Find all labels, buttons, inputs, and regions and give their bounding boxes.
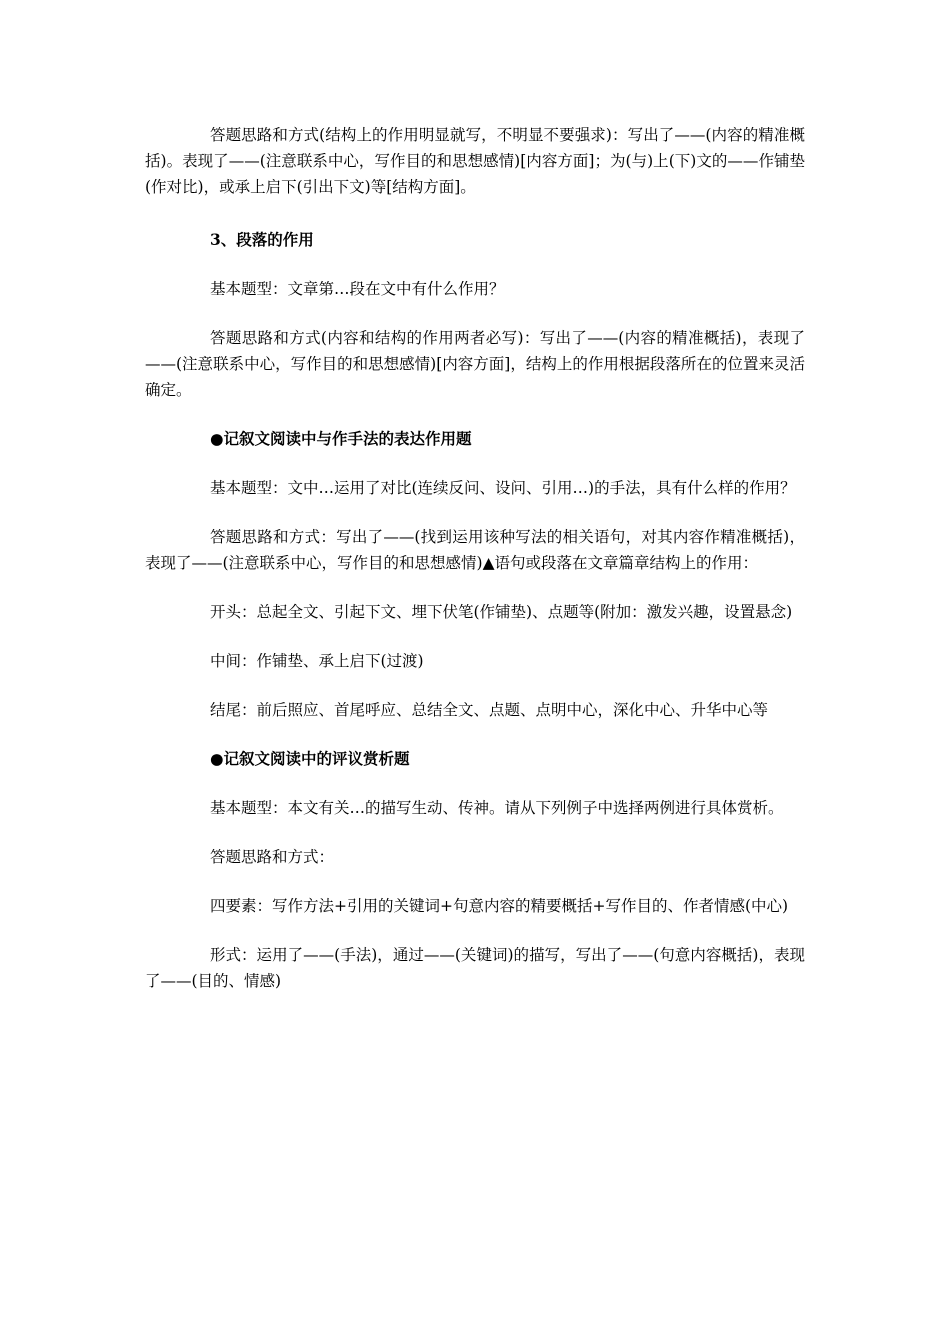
paragraph-answer-approach-technique: 答题思路和方式：写出了——(找到运用该种写法的相关语句，对其内容作精准概括)，表现了——(注意联系中心，写作目的和思想感情)▲语句或段落在文章篇章结构上的作用： [145,528,805,572]
paragraph-basic-question-type-technique: 基本题型：文中…运用了对比(连续反问、设问、引用…)的手法，具有什么样的作用？ [210,479,796,497]
paragraph-four-elements: 四要素：写作方法+引用的关键词+句意内容的精要概括+写作目的、作者情感(中心) [210,897,789,915]
paragraph-answer-form: 形式：运用了——(手法)，通过——(关键词)的描写，写出了——(句意内容概括)，表现了——(目的、情感) [145,946,805,990]
paragraph-middle-function: 中间：作铺垫、承上启下(过渡) [210,652,424,670]
document-page [145,122,805,1017]
section-heading-appreciation: ●记叙文阅读中的评议赏析题 [210,749,410,768]
paragraph-answer-approach-label: 答题思路和方式： [210,848,335,866]
paragraph-basic-question-type-appreciation: 基本题型：本文有关…的描写生动、传神。请从下列例子中选择两例进行具体赏析。 [210,799,784,817]
section-heading-writing-technique: ●记叙文阅读中与作手法的表达作用题 [210,429,472,448]
paragraph-opening-function: 开头：总起全文、引起下文、埋下伏笔(作铺垫)、点题等(附加：激发兴趣，设置悬念) [210,603,793,621]
paragraph-basic-question-type: 基本题型：文章第…段在文中有什么作用？ [210,280,505,298]
paragraph-ending-function: 结尾：前后照应、首尾呼应、总结全文、点题、点明中心，深化中心、升华中心等 [210,701,769,719]
section-heading-paragraph-function: 3、段落的作用 [210,230,314,249]
paragraph-answer-approach-sentence: 答题思路和方式(结构上的作用明显就写，不明显不要强求)：写出了——(内容的精准概括)。表现了——(注意联系中心，写作目的和思想感情)[内容方面]；为(与)上(下)文的——作铺垫(作对比)，或承上启下(引出下文)等[结构方面]。 [145,126,805,196]
paragraph-answer-approach-paragraph: 答题思路和方式(内容和结构的作用两者必写)：写出了——(内容的精准概括)，表现了——(注意联系中心，写作目的和思想感情)[内容方面]，结构上的作用根据段落所在的位置来灵活确定。 [145,329,805,399]
